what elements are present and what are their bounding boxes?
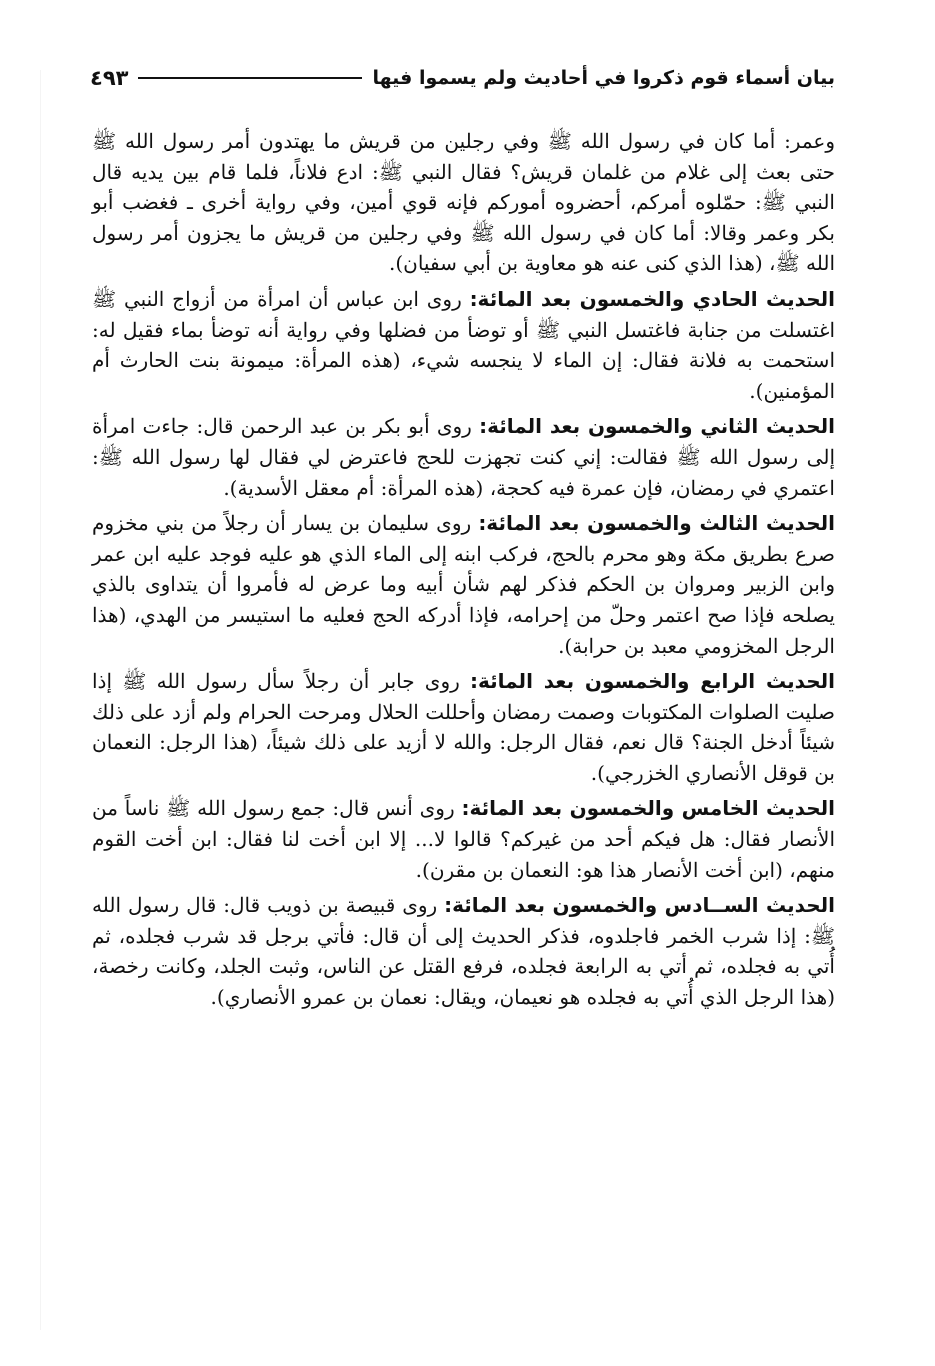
hadith-title: الحديث الثالث والخمسون بعد المائة:	[478, 511, 835, 536]
hadith-156	[92, 890, 835, 1012]
hadith-title: الحديث الثاني والخمسون بعد المائة:	[479, 414, 836, 439]
hadith-text: روى جابر أن رجلاً سأل رسول الله ﷺ إذا صليت الصلوات المكتوبات وصمت رمضان وأحللت الحلال ومرحت الحرام ولم أزد على ذلك شيئاً أدخل الجنة؟ قال نعم، فقال الرجل: والله لا أزيد على ذلك شيئاً، (هذا الرجل: النعمان بن قوقل الأنصاري الخزرجي).	[92, 669, 835, 785]
page-number: ٤٩٣	[90, 66, 129, 90]
running-header	[90, 58, 835, 98]
hadith-153	[92, 508, 835, 661]
hadith-text: وعمر: أما كان في رسول الله ﷺ وفي رجلين من قريش ما يهتدون أمر رسول الله ﷺ حتى بعث إلى غلام من غلمان قريش؟ فقال النبي ﷺ: ادع فلاناً، فلما قام بين يديه قال النبي ﷺ: حمّلوه أمركم، أحضروه أموركم فإنه قوي أمين، وفي رواية أخرى ـ فغضب أبو بكر وعمر وقالا: أما كان في رسول الله ﷺ وفي رجلين من قريش ما يجزون أمر رسول الله ﷺ، (هذا الذي كنى عنه هو معاوية بن أبي سفيان).	[92, 129, 835, 276]
header-title: بيان أسماء قوم ذكروا في أحاديث ولم يسموا فيها	[372, 67, 835, 89]
hadith-title: الحديث الرابع والخمسون بعد المائة:	[470, 669, 835, 694]
hadith-title: الحديث الســادس والخمسون بعد المائة:	[444, 893, 835, 918]
hadith-title: الحديث الخامس والخمسون بعد المائة:	[461, 796, 836, 821]
hadith-text: روى قبيصة بن ذويب قال: قال رسول الله ﷺ: إذا شرب الخمر فاجلدوه، فذكر الحديث إلى أن قال: فأتي برجل قد شرب فجلده، ثم أُتي به فجلده، ثم أتي به الرابعة فجلده، فرفع القتل عن الناس، وثبت الجلد، وكانت رخصة، (هذا الرجل الذي أُتي به فجلده هو نعيمان، ويقال: نعمان بن عمرو الأنصاري).	[92, 893, 835, 1010]
hadith-text: روى أنس قال: جمع رسول الله ﷺ ناساً من الأنصار فقال: هل فيكم أحد من غيركم؟ قالوا لا... إلا ابن أخت لنا فقال: ابن أخت القوم منهم، (ابن أخت الأنصار هذا هو: النعمان بن مقرن).	[92, 796, 835, 882]
hadith-text: روى ابن عباس أن امرأة من أزواج النبي ﷺ اغتسلت من جنابة فاغتسل النبي ﷺ أو توضأ من فضلها وفي رواية أنه توضأ بماء فقيل له: استحمت به فلانة فقال: إن الماء لا ينجسه شيء، (هذه المرأة: ميمونة بنت الحارث أم المؤمنين).	[92, 286, 835, 403]
page-body	[92, 126, 835, 1018]
header-rule	[138, 77, 362, 79]
hadith-title: الحديث الحادي والخمسون بعد المائة:	[469, 286, 835, 311]
hadith-text: روى سليمان بن يسار أن رجلاً من بني مخزوم صرع بطريق مكة وهو محرم بالحج، فركب ابنه إلى الماء الذي هو عليه فوجد عليه ابن عمر وابن الزبير ومروان بن الحكم فذكر لهم شأن أبيه وما عرض له فأمروا أن يتداوى بالذي يصلحه فإذا صح اعتمر وحلّ من إحرامه، فإذا أدركه الحج فعليه ما استيسر من الهدي، (هذا الرجل المخزومي معبد بن حرابة).	[92, 511, 835, 658]
paragraph-continuation	[92, 126, 835, 279]
hadith-155	[92, 793, 835, 885]
hadith-154	[92, 666, 835, 788]
hadith-151	[92, 284, 835, 406]
scan-margin-line	[40, 70, 41, 1330]
hadith-text: روى أبو بكر بن عبد الرحمن قال: جاءت امرأة إلى رسول الله ﷺ فقالت: إني كنت تجهزت للحج فاعترض لي فقال لها رسول الله ﷺ: اعتمري في رمضان، فإن عمرة فيه كحجة، (هذه المرأة: أم معقل الأسدية).	[92, 414, 835, 500]
hadith-152	[92, 411, 835, 503]
